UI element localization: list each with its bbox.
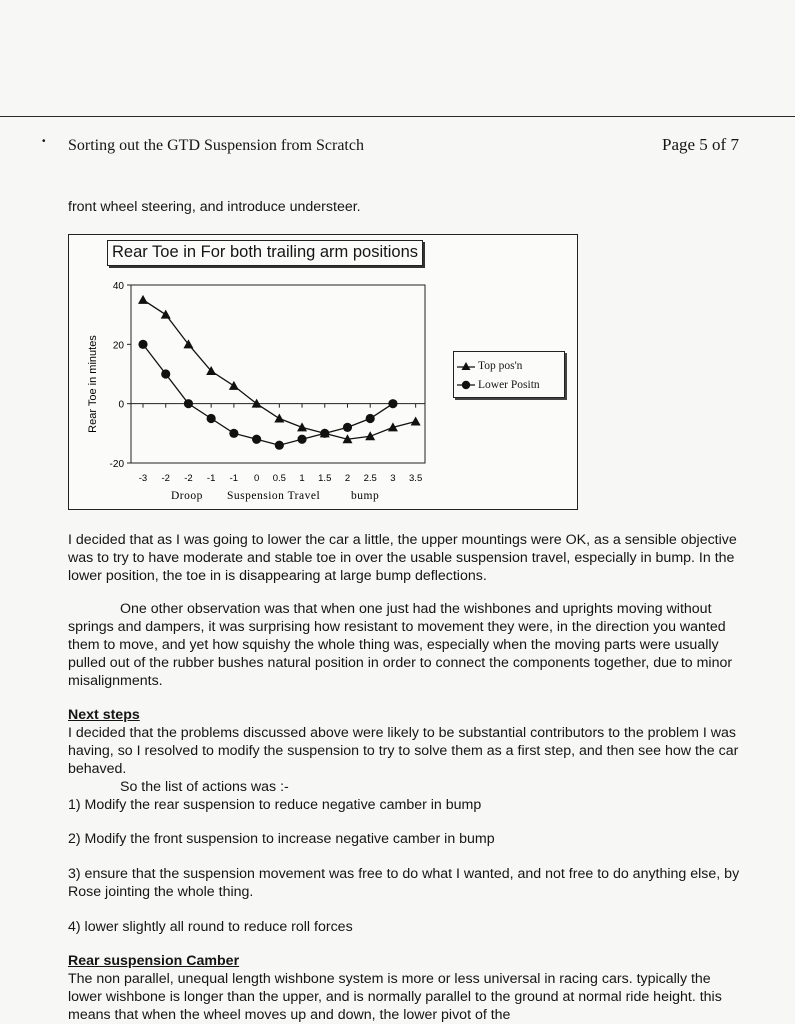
x-tick-label: -2 [184, 473, 193, 484]
page-header-title: Sorting out the GTD Suspension from Scratch [68, 137, 364, 154]
x-tick-label: -3 [138, 473, 148, 484]
y-tick-label: -20 [109, 459, 124, 470]
toe-chart [68, 234, 578, 510]
list-item: 4) lower slightly all round to reduce roll forces [68, 919, 353, 935]
data-point-lower [184, 399, 193, 408]
data-point-lower [252, 435, 261, 444]
list-item: 2) Modify the front suspension to increase negative camber in bump [68, 831, 495, 847]
data-point-top [229, 381, 239, 390]
data-point-lower [297, 435, 306, 444]
x-tick-label: 2 [344, 473, 351, 484]
chart-title: Rear Toe in For both trailing arm positions [107, 240, 423, 266]
paragraph-action-intro: So the list of actions was :- [120, 779, 289, 795]
list-item: 1) Modify the rear suspension to reduce negative camber in bump [68, 797, 482, 813]
paragraph-toe-objective: I decided that as I was going to lower the car a little, the upper mountings were OK, as a sensible objective was to try to have moderate and stable toe in over the usable suspension travel, especially in bump. In the lower position, the toe in is disappearing at large bump deflections. [68, 532, 737, 584]
scan-mark: • [42, 136, 46, 147]
x-tick-label: 0 [253, 473, 260, 484]
plot-area [131, 285, 425, 463]
data-point-top [138, 295, 148, 304]
data-point-lower [161, 369, 170, 378]
x-tick-label: 3 [390, 473, 396, 484]
list-item: 3) ensure that the suspension movement was free to do what I wanted, and not free to do anything else, by Rose jointing the whole thing. [68, 866, 740, 900]
x-tick-label: 1 [299, 473, 305, 484]
x-axis-label: Suspension Travel [227, 490, 321, 502]
data-point-top [365, 431, 375, 440]
x-tick-label: 3.5 [409, 473, 423, 484]
legend-item-top [454, 358, 522, 374]
paragraph-decision: I decided that the problems discussed above were likely to be substantial contributors to the problem I was having, so I resolved to modify the suspension to try to solve them as a first step, and then see how the car behaved. [68, 725, 739, 777]
intro-text: front wheel steering, and introduce understeer. [68, 199, 361, 215]
page-number: Page 5 of 7 [662, 135, 739, 154]
y-tick-label: 20 [112, 340, 124, 352]
x-tick-label: -1 [229, 473, 239, 484]
x-tick-label: -1 [206, 473, 216, 484]
legend-item-lower [454, 377, 540, 393]
paragraph-observation: One other observation was that when one just had the wishbones and uprights moving without springs and dampers, it was surprising how resistant to movement they were, in the direction you wanted them to move, and yet how squishy the whole thing was, especially when the moving parts were usually pulled out of the rubber bushes natural position in order to connect the components together, due to minor misalignments. [68, 601, 733, 689]
x-tick-label: 2.5 [363, 473, 377, 484]
paragraph-wishbone: The non parallel, unequal length wishbone system is more or less universal in racing cars. typically the lower wishbone is longer than the upper, and is normally parallel to the ground at normal ride height. this means that when the wheel moves up and down, the lower pivot of the [68, 971, 722, 1023]
data-point-lower [320, 429, 329, 438]
heading-next-steps: Next steps [68, 707, 140, 723]
data-point-top [411, 416, 421, 425]
legend-label-lower: Lower Positn [478, 379, 540, 391]
legend-label-top: Top pos'n [478, 360, 523, 372]
triangle-marker-icon [457, 361, 475, 371]
data-point-lower [343, 423, 352, 432]
y-tick-label: 0 [118, 399, 124, 411]
chart-legend [453, 351, 565, 398]
x-tick-label: 1.5 [318, 473, 332, 484]
x-axis-label-bump: bump [351, 490, 380, 502]
data-point-lower [138, 340, 147, 349]
header-rule [0, 116, 795, 117]
data-point-lower [207, 414, 216, 423]
data-point-top [297, 422, 307, 431]
data-point-lower [388, 399, 397, 408]
y-axis-label: Rear Toe in minutes [87, 335, 99, 433]
data-point-lower [275, 441, 284, 450]
data-point-top [161, 310, 171, 319]
heading-rear-camber: Rear suspension Camber [68, 953, 240, 969]
data-point-top [274, 414, 284, 423]
x-axis-label-droop: Droop [171, 490, 203, 502]
x-tick-label: -2 [161, 473, 170, 484]
y-tick-label: 40 [112, 281, 124, 292]
series-line-2 [143, 344, 393, 445]
data-point-lower [229, 429, 238, 438]
x-tick-label: 0.5 [272, 473, 286, 484]
data-point-lower [366, 414, 375, 423]
circle-marker-icon [457, 380, 475, 390]
